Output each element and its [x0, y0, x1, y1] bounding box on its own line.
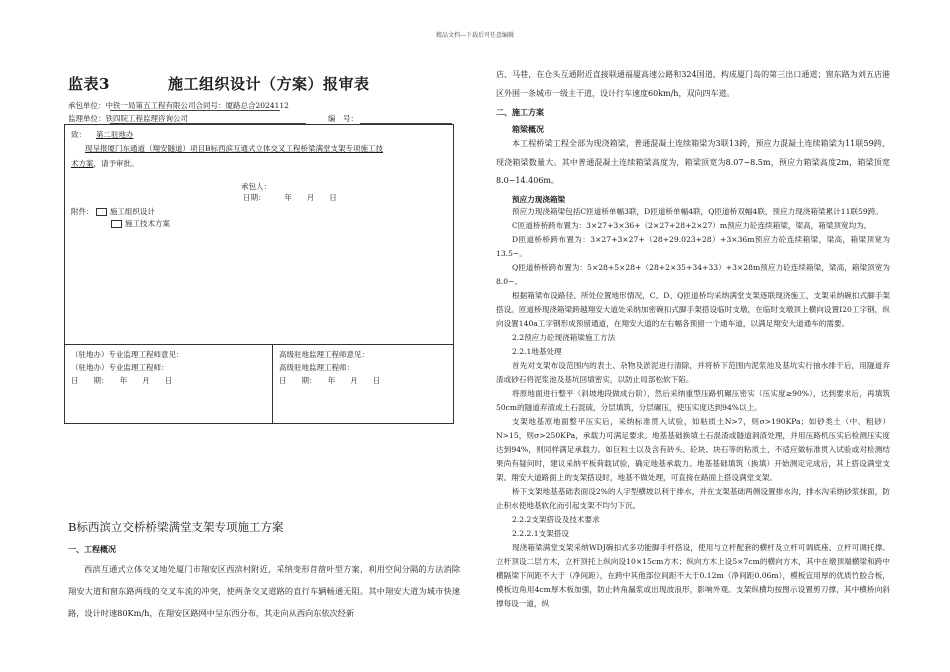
box-girder-heading: 箱梁概况: [512, 124, 544, 135]
serial-label: 编 号：: [328, 114, 358, 123]
senior-date: 日 期： 年 月 日: [279, 375, 381, 385]
box-girder-paragraph: 本工程桥梁工程全部为现浇箱梁，普通混凝土连续箱梁为3联13跨，预应力混凝土连续箱梁为11联59跨，现浇箱梁数量大。其中普通混凝土连续箱梁高度为，箱梁顶宽为8.07~8.5m，预应力箱梁高度2m，箱梁顶宽8.0~14.406m。: [496, 139, 890, 186]
construction-plan-paragraph: 根据箱梁布设路径、所处位置地形情况，C、D、Q匝道桥均采纳满堂支架逐联现浇施工，支架采纳碗扣式脚手架搭设。匝道桥现浇箱梁跨越翔安大道处采纳加密碗扣式脚手架搭设临时支墩，在临时支墩顶上横向设置I20工字钢，纵向设置140a工字钢形成预留通道，在翔安大道的左右幅各预留一个通车道，以满足翔安大道通车的需要。: [496, 290, 890, 328]
form-title: [68, 73, 369, 94]
resident-date: 日 期： 年 月 日: [71, 375, 173, 385]
d-ramp-paragraph: D匝道桥桥跨布置为：3×27+3×27+（28+29.023+28）+3×36m预应力砼连续箱梁，梁高，箱梁顶宽为13.5~。: [496, 234, 890, 258]
checkbox-icon[interactable]: [96, 208, 107, 216]
approval-form-table: [64, 124, 454, 424]
contract-number: 厦路总合2024112: [225, 101, 289, 110]
attachment-item-2[interactable]: 施工技术方案: [111, 219, 170, 228]
form-name: 施工组织设计（方案）报审表: [167, 75, 370, 93]
section-2-2-1-heading: 2.2.1地基处理: [512, 346, 562, 356]
prestressed-paragraph: 预应力现浇箱梁包括C匝道桥单幅3联，D匝道桥单幅4联，Q匝道桥双幅4联，预应力现浇箱梁累计11联59跨。: [512, 206, 883, 216]
form-main-cell: [65, 125, 454, 345]
section-2-2-2-1-heading: 2.2.2.1支架搭设: [512, 528, 569, 538]
addressee: 第二驻地办: [96, 130, 134, 139]
submission-text: 现呈报厦门东通道（翔安隧道）项目B标西滨互通式立体交叉工程桥梁满堂支架专项施工技 术方案，请予审批。: [71, 143, 384, 168]
attachment-item-1[interactable]: 施工组织设计: [96, 207, 155, 216]
plan-subtitle: B标西滨立交桥桥梁满堂支架专项施工方案: [68, 520, 284, 534]
contractor-line: 承包单位：中铁一局第五工程有限公司合同号：厦路总合2024112: [68, 101, 289, 110]
form-number: 监表3: [68, 75, 110, 93]
addressee-line: 致： 第二驻地办: [71, 130, 134, 139]
c-ramp-paragraph: C匝道桥桥跨布置为：3×27+3×36+（2×27+28+2×27）m预应力砼连续箱梁，梁高，箱梁顶宽均为。: [512, 220, 872, 230]
senior-opinion-cell: 高级驻地监理工程师意见： 高级驻地监理工程师： 日 期： 年 月 日: [273, 345, 454, 424]
right-column: [496, 66, 890, 611]
resident-opinion-cell: （驻地办）专业监理工程师意见： （驻地办）专业监理工程师： 日 期： 年 月 日: [65, 345, 273, 424]
ground-paragraph-1: 首先对支架布设范围内的表土、杂物及淤泥进行清除，并将桥下范围内泥浆池及基坑实行抽水排干后，用隧道弃渣或砂石将泥浆池及基坑回填密实，以防止局部松软下陷。: [496, 360, 890, 384]
ground-paragraph-2: 将原地面进行整平（斜坡地段做成台阶），然后采纳重型压路机碾压密实（压实度≥90%），达到要求后，再填筑50cm的隧道弃渣或土石混硫，分层填筑，分层碾压，使压实度达到94%以上。: [496, 388, 890, 412]
q-ramp-paragraph: Q匝道桥桥跨布置为：5×28+5×28+（28+2×35+34+33）+3×28m预应力砼连续箱梁，梁高，箱梁顶宽为8.0~。: [496, 262, 890, 286]
section-overview-heading: 一、工程概况: [68, 544, 116, 554]
submission-date: 日期： 年 月 日: [243, 193, 337, 203]
attachments: 附件： 施工组织设计 施工技术方案: [71, 206, 170, 228]
contractor-signature: 承包人：: [241, 181, 271, 191]
section-2-2-heading: 2.2预应力砼现浇箱梁施工方法: [512, 332, 616, 342]
checkbox-icon[interactable]: [111, 220, 122, 228]
ground-paragraph-3: 支架地基原地面整平压实后，采纳标准贯入试验，如粘质土N>7，则σ>190KPa；如砂类土（中、粗砂）N>15，则σ>250KPa，承载力可满足要求。地基基础换填土石混渣或隧道洞渣处理，并用压路机压实后检测压实度达到94%，则同样满足承载力。如巨粒土以及含有砖头、砼块、块石等的粘质土，不适应做标准贯入试验或对检测结果尚有疑问时，建议采纳平板荷载试验，确定地基承载力。地基基础填筑（换填）开始测定完成后，其上搭设满堂支架。翔安大道路面上的支架搭设时，地基不做处理，可直接在路面上搭设满堂支架。: [496, 416, 890, 482]
supervisor-line: 监理单位：铁四院工程监理咨询公司: [68, 114, 188, 123]
section-2-2-2-heading: 2.2.2支架搭设及技术要求: [512, 514, 600, 524]
support-paragraph: 现浇箱梁满堂支架采纳WDJ碗扣式多功能脚手杆搭设，使用与立杆配套的横杆及立杆可调底座、立杆可调托撑。立杆顶设二层方木，立杆顶托上纵向设10×15cm方木；纵向方木上设5×7cm的横向方木，其中在墩顶端横梁和跨中横隔梁下间距不大于（净间距），在跨中其他部位间距不大于0.12m（净间距0.06m），模板宜用厚的优质竹胶合板，模板边角用4cm厚木板加强，防止转角漏浆或出现波浪形，影响外观。支架纵横均按图示设置剪刀撑，其中横桥向斜撑每设一道，纵: [496, 542, 890, 608]
overview-continued: 店、马巷，在仓头互通附近直接联通福厦高速公路和324国道，构成厦门岛的第三出口通道；窗东路为刘五店港区外围一条城市一级主干道，设计行车速度60km/h，双向四车道。: [496, 70, 890, 98]
prestressed-heading: 预应力现浇箱梁: [512, 194, 566, 204]
section-plan-heading: 二、施工方案: [496, 107, 544, 118]
supervisor-name: 铁四院工程监理咨询公司: [105, 114, 188, 123]
header-note: 精品文档---下载后可任意编辑: [435, 32, 515, 39]
ground-paragraph-4: 桥下支架地基基础表面设2%的人字型横坡以利于排水，并在支架基础两侧设置排水沟，排水沟采纳砂浆抹面，防止积水使地基软化而引起支架不均匀下沉。: [496, 486, 890, 510]
contractor-name: 中铁一局第五工程有限公司: [105, 101, 196, 110]
contractor-underline: [110, 110, 280, 111]
overview-paragraph: 西滨互通式立体交叉地处厦门市翔安区西滨村附近，采纳变形苜蓿叶型方案，利用空间分隔的方法消除翔安大道和窗东路两线的交叉车流的冲突，使两条交叉道路的直行车辆畅通无阻。其中翔安大道为城市快速路，设计时速80Km/h，在翔安区路网中呈东西分布，其走向从西向东依次经新: [68, 564, 460, 618]
